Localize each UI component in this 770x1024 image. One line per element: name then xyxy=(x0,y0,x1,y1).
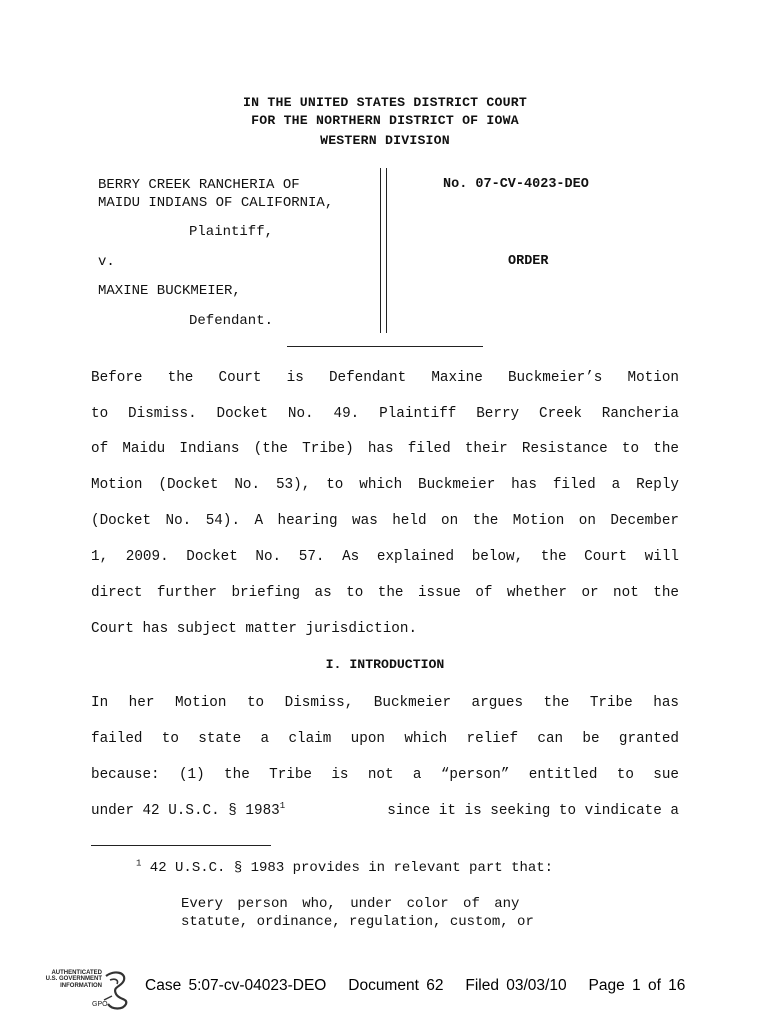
gpo-authentication-logo xyxy=(40,970,135,1012)
body-line-start: under 42 U.S.C. § 1983 xyxy=(91,803,280,819)
court-header-line1: IN THE UNITED STATES DISTRICT COURT xyxy=(243,95,527,110)
body-line: Before the Court is Defendant Maxine Buckmeier’s Motion xyxy=(91,370,679,386)
footnote-quote-line2: statute, ordinance, regulation, custom, or xyxy=(181,914,534,930)
document-type: ORDER xyxy=(508,254,549,269)
body-line: 1, 2009. Docket No. 57. As explained below, the Court will xyxy=(91,549,679,565)
body-line: Motion (Docket No. 53), to which Buckmeier has filed a Reply xyxy=(91,477,679,493)
footnote-marker: 1 xyxy=(136,858,142,869)
defendant-name: MAXINE BUCKMEIER, xyxy=(98,283,241,299)
logo-text: AUTHENTICATED U.S. GOVERNMENT INFORMATION xyxy=(45,970,102,989)
footnote-1 xyxy=(136,860,553,876)
footnote-text: 42 U.S.C. § 1983 provides in relevant part that: xyxy=(141,860,554,876)
body-line: to Dismiss. Docket No. 49. Plaintiff Berry Creek Rancheria xyxy=(91,406,679,422)
gpo-mark: GPO xyxy=(92,1001,108,1008)
eagle-icon xyxy=(40,970,135,1012)
caption-rule xyxy=(287,346,483,347)
body-line: of Maidu Indians (the Tribe) has filed their Resistance to the xyxy=(91,441,679,457)
body-line: Court has subject matter jurisdiction. xyxy=(91,621,418,637)
body-line: (Docket No. 54). A hearing was held on the Motion on December xyxy=(91,513,679,529)
section-heading: I. INTRODUCTION xyxy=(325,657,445,672)
document-stamp: Case 5:07-cv-04023-DEO Document 62 Filed 03/03/10 Page 1 of 16 xyxy=(145,977,686,994)
body-line-end: since it is seeking to vindicate a xyxy=(378,803,679,819)
body-line: because: (1) the Tribe is not a “person” entitled to sue xyxy=(91,767,679,783)
court-header-line2: FOR THE NORTHERN DISTRICT OF IOWA xyxy=(251,113,519,128)
defendant-role: Defendant. xyxy=(189,313,274,329)
plaintiff-role: Plaintiff, xyxy=(189,224,274,240)
body-line: In her Motion to Dismiss, Buckmeier argues the Tribe has xyxy=(91,695,679,711)
caption-divider xyxy=(380,168,387,333)
plaintiff-name-line1: BERRY CREEK RANCHERIA OF xyxy=(98,177,300,193)
case-number: No. 07-CV-4023-DEO xyxy=(443,177,589,192)
body-line-with-footnote xyxy=(91,803,679,819)
footnote-separator xyxy=(91,845,271,846)
versus: v. xyxy=(98,254,115,270)
footnote-reference[interactable]: 1 xyxy=(279,801,286,812)
footnote-quote-line1: Every person who, under color of any xyxy=(181,896,520,912)
body-line: failed to state a claim upon which relief can be granted xyxy=(91,731,679,747)
plaintiff-name-line2: MAIDU INDIANS OF CALIFORNIA, xyxy=(98,195,334,211)
court-header-line3: WESTERN DIVISION xyxy=(320,133,450,148)
body-line: direct further briefing as to the issue of whether or not the xyxy=(91,585,679,601)
